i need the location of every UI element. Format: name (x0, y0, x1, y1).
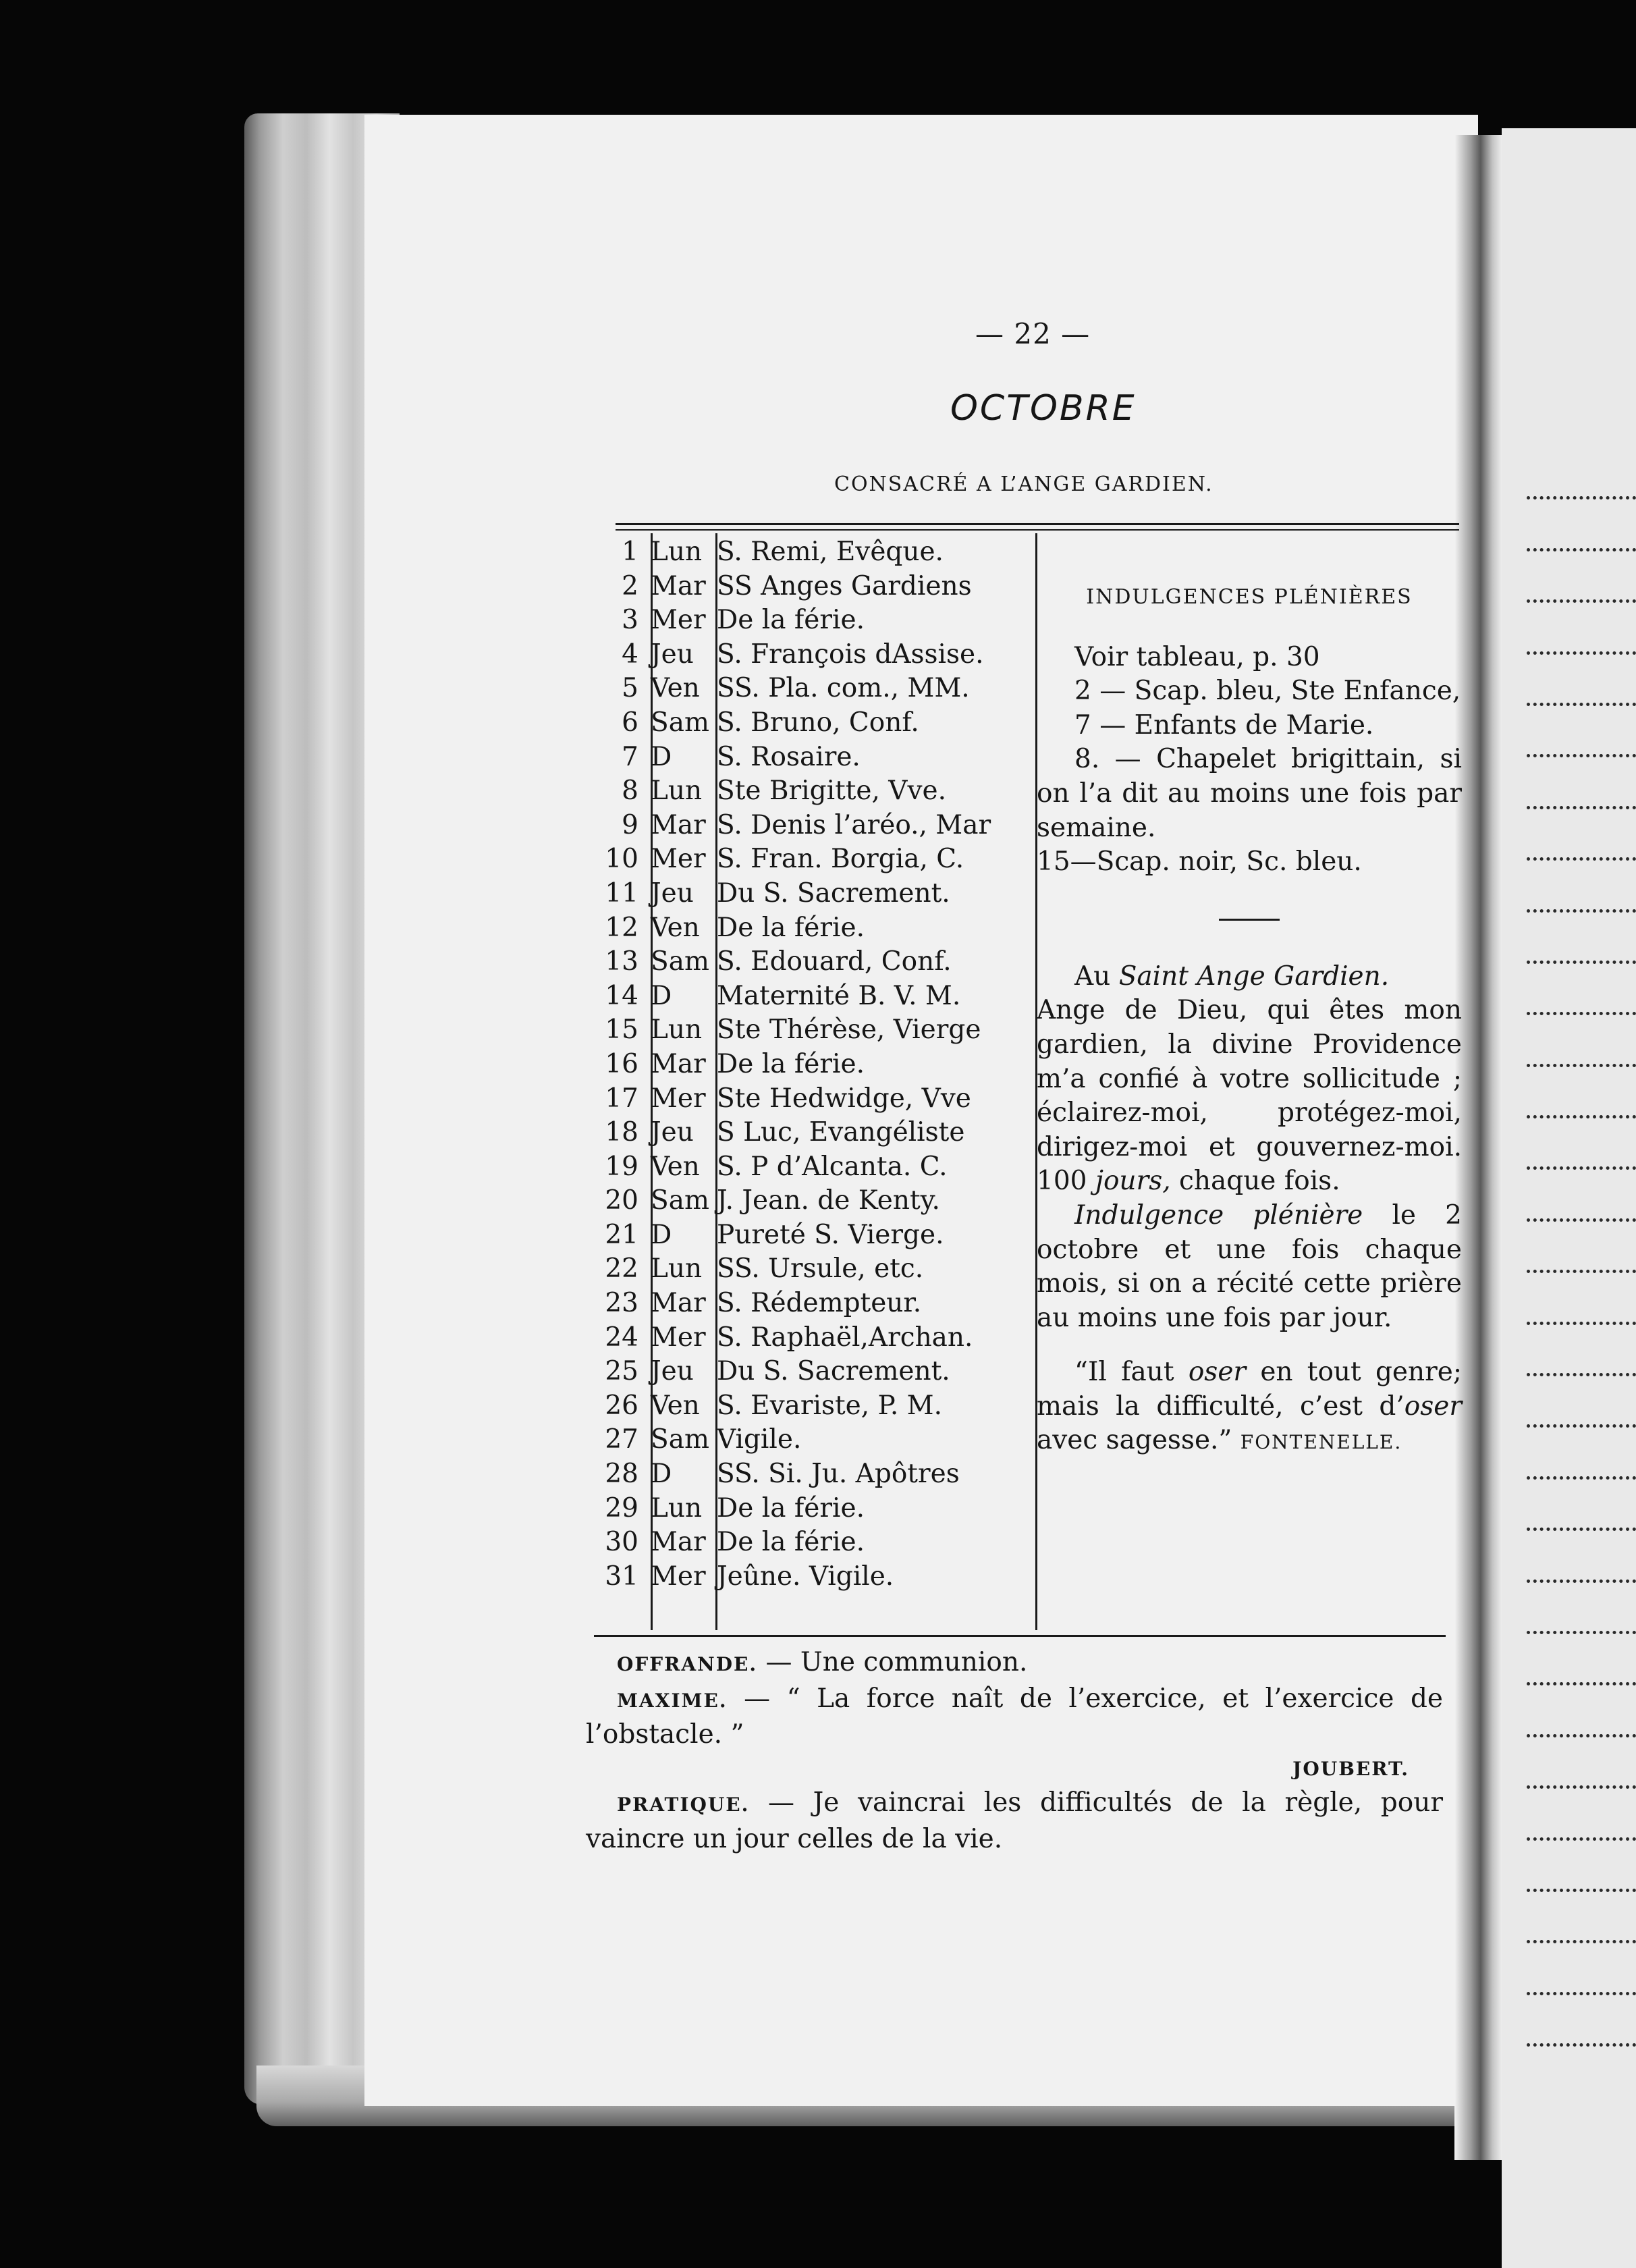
dotted-line (1527, 1222, 1636, 1273)
day-saint: S Luc, Evangéliste (717, 1117, 965, 1148)
prayer-jours: jours, (1095, 1166, 1171, 1197)
day-number: 13 (605, 946, 638, 977)
day-row (594, 842, 1039, 877)
day-row (594, 1526, 1039, 1560)
dotted-line (1527, 706, 1636, 757)
dotted-line (1527, 1685, 1636, 1737)
dotted-line (1527, 1067, 1636, 1118)
day-saint: J. Jean. de Kenty. (717, 1185, 940, 1216)
dotted-line (1527, 1325, 1636, 1376)
day-number: 5 (622, 673, 638, 704)
table-bottom-rule (594, 1635, 1446, 1637)
day-number: 15 (605, 1015, 638, 1046)
day-row (594, 911, 1039, 946)
day-saint: Ste Brigitte, Vve. (717, 776, 946, 807)
day-saint: S. Evariste, P. M. (717, 1390, 943, 1421)
day-saint: SS Anges Gardiens (717, 570, 972, 601)
offrande-line (586, 1646, 1443, 1682)
day-abbr: Ven (651, 1151, 700, 1182)
day-abbr: Lun (651, 1253, 703, 1285)
day-number: 22 (605, 1253, 638, 1285)
page-number: — 22 — (975, 317, 1091, 350)
month-dedication: CONSACRÉ A L’ANGE GARDIEN. (834, 473, 1214, 496)
quote-author: FONTENELLE. (1240, 1431, 1402, 1454)
quote (1037, 1355, 1462, 1460)
day-saint: S. Bruno, Conf. (717, 707, 919, 738)
day-row (594, 1150, 1039, 1185)
day-saint: De la férie. (717, 1048, 865, 1079)
day-abbr: Mer (651, 605, 706, 636)
day-saint: De la férie. (717, 1527, 865, 1558)
dotted-line (1527, 1118, 1636, 1170)
day-row (594, 1048, 1039, 1082)
day-abbr: Mer (651, 844, 706, 875)
dotted-line (1527, 809, 1636, 861)
day-number: 27 (605, 1424, 638, 1455)
dotted-line (1527, 1841, 1636, 1892)
day-number: 18 (605, 1117, 638, 1148)
day-row (594, 1252, 1039, 1287)
day-row (594, 945, 1039, 979)
indulgence-line: 8. — Chapelet brigittain, si on l’a dit au moins une fois par semaine. (1037, 744, 1462, 843)
day-saint: S. François dAssise. (717, 639, 984, 670)
day-row (594, 1355, 1039, 1389)
day-abbr: Mar (651, 1288, 706, 1319)
day-number: 20 (605, 1185, 638, 1216)
day-abbr: Jeu (651, 878, 694, 909)
day-abbr: Mar (651, 1048, 706, 1079)
quote-part: avec sagesse.” (1037, 1425, 1232, 1456)
day-abbr: D (651, 1459, 672, 1490)
day-row (594, 1560, 1039, 1594)
day-number: 9 (622, 809, 638, 840)
day-abbr: Mar (651, 570, 706, 601)
maxime-author: JOUBERT. (1292, 1757, 1409, 1780)
day-row (594, 809, 1039, 843)
dotted-line (1527, 1531, 1636, 1582)
day-number: 7 (622, 741, 638, 772)
day-abbr: Lun (651, 537, 703, 567)
day-saint: De la férie. (717, 912, 865, 943)
dotted-line (1527, 1892, 1636, 1943)
day-saint: Jeûne. Vigile. (717, 1561, 894, 1592)
day-abbr: Mar (651, 1527, 706, 1558)
day-number: 8 (622, 776, 638, 807)
day-saint: Maternité B. V. M. (717, 980, 961, 1011)
day-number: 2 (622, 570, 638, 601)
prayer-body-end: chaque fois. (1179, 1166, 1340, 1197)
day-number: 4 (622, 639, 638, 670)
plenary-indulgence (1037, 1199, 1462, 1335)
prayer-title-line (1037, 960, 1462, 994)
dotted-line (1527, 1015, 1636, 1066)
day-number: 16 (605, 1048, 638, 1079)
day-number: 19 (605, 1151, 638, 1182)
day-row (594, 1013, 1039, 1048)
prayer-text (1037, 994, 1462, 1199)
day-abbr: Ven (651, 673, 700, 704)
dotted-line (1527, 1428, 1636, 1479)
day-abbr: Jeu (651, 1117, 694, 1148)
day-abbr: Ven (651, 1390, 700, 1421)
day-number: 24 (605, 1322, 638, 1353)
quote-emphasis: oser (1188, 1357, 1247, 1388)
day-row (594, 1423, 1039, 1457)
prayer-body: Ange de Dieu, qui êtes mon gardien, la divine Providence m’a confié à votre sollicitude ; éclairez-moi, protégez-moi, dirigez-moi et gouvernez-moi. 100 (1037, 995, 1462, 1197)
dotted-line (1527, 1376, 1636, 1428)
dotted-line (1527, 861, 1636, 912)
day-row (594, 1116, 1039, 1150)
day-row (594, 1287, 1039, 1321)
day-row (594, 1457, 1039, 1492)
notes-column (1037, 580, 1462, 1460)
day-saint: Ste Thérèse, Vierge (717, 1015, 981, 1046)
day-saint: De la férie. (717, 1492, 865, 1523)
day-row (594, 638, 1039, 672)
day-abbr: Sam (651, 1185, 709, 1216)
day-number: 26 (605, 1390, 638, 1421)
day-abbr: Ven (651, 912, 700, 943)
day-number: 12 (605, 912, 638, 943)
pratique-text: — Je vaincrai les difficultés de la règle, pour vaincre un jour celles de la vie. (586, 1787, 1443, 1854)
day-abbr: D (651, 1219, 672, 1250)
indulgence-line: 2 — Scap. bleu, Ste Enfance, (1074, 676, 1461, 707)
dotted-line (1527, 964, 1636, 1015)
day-saint: SS. Si. Ju. Apôtres (717, 1459, 960, 1490)
maxime-text: — “ La force naît de l’exercice, et l’exercice de l’obstacle. ” (586, 1683, 1443, 1750)
indulgence-line: Voir tableau, p. 30 (1074, 641, 1320, 672)
day-saint: De la férie. (717, 605, 865, 636)
day-saint: SS. Pla. com., MM. (717, 673, 970, 704)
dotted-line (1527, 1737, 1636, 1789)
day-number: 11 (605, 878, 638, 909)
dotted-line (1527, 1789, 1636, 1840)
day-saint: S. Rédempteur. (717, 1288, 922, 1319)
offrande-text: — Une communion. (765, 1647, 1028, 1677)
pratique-label: PRATIQUE. (617, 1793, 750, 1816)
day-abbr: Jeu (651, 639, 694, 670)
dotted-line (1527, 551, 1636, 603)
dotted-line (1527, 913, 1636, 964)
quote-part: en tout genre; mais la difficulté, c’est d’ (1037, 1357, 1462, 1422)
day-abbr: Mer (651, 1322, 706, 1353)
day-saint: Pureté S. Vierge. (717, 1219, 944, 1250)
day-saint: S. Rosaire. (717, 741, 861, 772)
day-number: 23 (605, 1288, 638, 1319)
day-row (594, 603, 1039, 638)
day-saint: S. Fran. Borgia, C. (717, 844, 964, 875)
prayer-title: Saint Ange Gardien. (1118, 961, 1390, 992)
page-footer (586, 1646, 1443, 1857)
day-number: 10 (605, 844, 638, 875)
quote-part: “Il faut (1074, 1357, 1174, 1388)
day-row (594, 1082, 1039, 1116)
offrande-label: OFFRANDE. (617, 1653, 758, 1675)
day-abbr: Lun (651, 776, 703, 807)
day-row (594, 570, 1039, 604)
day-number: 21 (605, 1219, 638, 1250)
indulgence-line: 15—Scap. noir, Sc. bleu. (1037, 846, 1362, 878)
day-saint: Ste Hedwidge, Vve (717, 1083, 971, 1114)
day-number: 17 (605, 1083, 638, 1114)
table-top-rule-thin (616, 529, 1459, 531)
dotted-line (1527, 1943, 1636, 1995)
maxime-line (586, 1682, 1443, 1752)
dotted-line (1527, 1273, 1636, 1324)
day-row (594, 535, 1039, 570)
day-row (594, 1321, 1039, 1355)
month-title: OCTOBRE (950, 388, 1137, 429)
indulgence-line: 7 — Enfants de Marie. (1074, 709, 1374, 740)
day-row (594, 672, 1039, 706)
day-row (594, 774, 1039, 809)
day-abbr: Mer (651, 1083, 706, 1114)
day-abbr: Jeu (651, 1356, 694, 1387)
plenary-text: le 2 octobre et une fois chaque mois, si on a récité cette prière au moins une fois par jour. (1037, 1199, 1462, 1333)
day-abbr: Mar (651, 809, 706, 840)
day-number: 30 (605, 1527, 638, 1558)
day-row (594, 740, 1039, 775)
day-row (594, 1389, 1039, 1424)
calendar-days (594, 535, 1039, 1594)
day-number: 14 (605, 980, 638, 1011)
day-row (594, 1184, 1039, 1218)
day-saint: Du S. Sacrement. (717, 1356, 950, 1387)
day-abbr: D (651, 980, 672, 1011)
day-number: 31 (605, 1561, 638, 1592)
section-separator (1219, 919, 1280, 921)
table-top-rule (616, 523, 1459, 525)
day-saint: S. P d’Alcanta. C. (717, 1151, 948, 1182)
dotted-line (1527, 1995, 1636, 2047)
day-number: 6 (622, 707, 638, 738)
facing-page-dotted-lines (1527, 448, 1636, 2047)
day-number: 3 (622, 605, 638, 636)
prayer-intro: Au (1074, 961, 1111, 992)
day-abbr: Sam (651, 707, 709, 738)
dotted-line (1527, 1170, 1636, 1221)
dotted-line (1527, 1583, 1636, 1634)
day-saint: Vigile. (717, 1424, 802, 1455)
day-saint: S. Edouard, Conf. (717, 946, 952, 977)
dotted-line (1527, 603, 1636, 654)
day-abbr: Lun (651, 1492, 703, 1523)
day-abbr: D (651, 741, 672, 772)
day-abbr: Sam (651, 946, 709, 977)
day-abbr: Mer (651, 1561, 706, 1592)
plenary-label: Indulgence plénière (1074, 1199, 1363, 1231)
dotted-line (1527, 500, 1636, 551)
day-number: 28 (605, 1459, 638, 1490)
day-saint: Du S. Sacrement. (717, 878, 950, 909)
day-saint: S. Raphaël,Archan. (717, 1322, 973, 1353)
dotted-line (1527, 757, 1636, 809)
day-number: 29 (605, 1492, 638, 1523)
day-row (594, 979, 1039, 1014)
day-abbr: Sam (651, 1424, 709, 1455)
quote-emphasis: oser (1404, 1390, 1462, 1422)
day-saint: SS. Ursule, etc. (717, 1253, 924, 1285)
dotted-line (1527, 448, 1636, 500)
pratique-line (586, 1786, 1443, 1856)
day-number: 25 (605, 1356, 638, 1387)
day-saint: S. Remi, Evêque. (717, 537, 944, 567)
dotted-line (1527, 1480, 1636, 1531)
dotted-line (1527, 1634, 1636, 1685)
day-row (594, 1492, 1039, 1526)
day-number: 1 (622, 537, 638, 567)
day-saint: S. Denis l’aréo., Mar (717, 809, 991, 840)
day-row (594, 706, 1039, 740)
day-row (594, 1218, 1039, 1253)
day-abbr: Lun (651, 1015, 703, 1046)
indulgences-heading: INDULGENCES PLÉNIÈRES (1086, 585, 1413, 609)
spacer (1037, 1335, 1462, 1355)
dotted-line (1527, 655, 1636, 706)
day-row (594, 877, 1039, 911)
maxime-label: MAXIME. (617, 1689, 728, 1712)
